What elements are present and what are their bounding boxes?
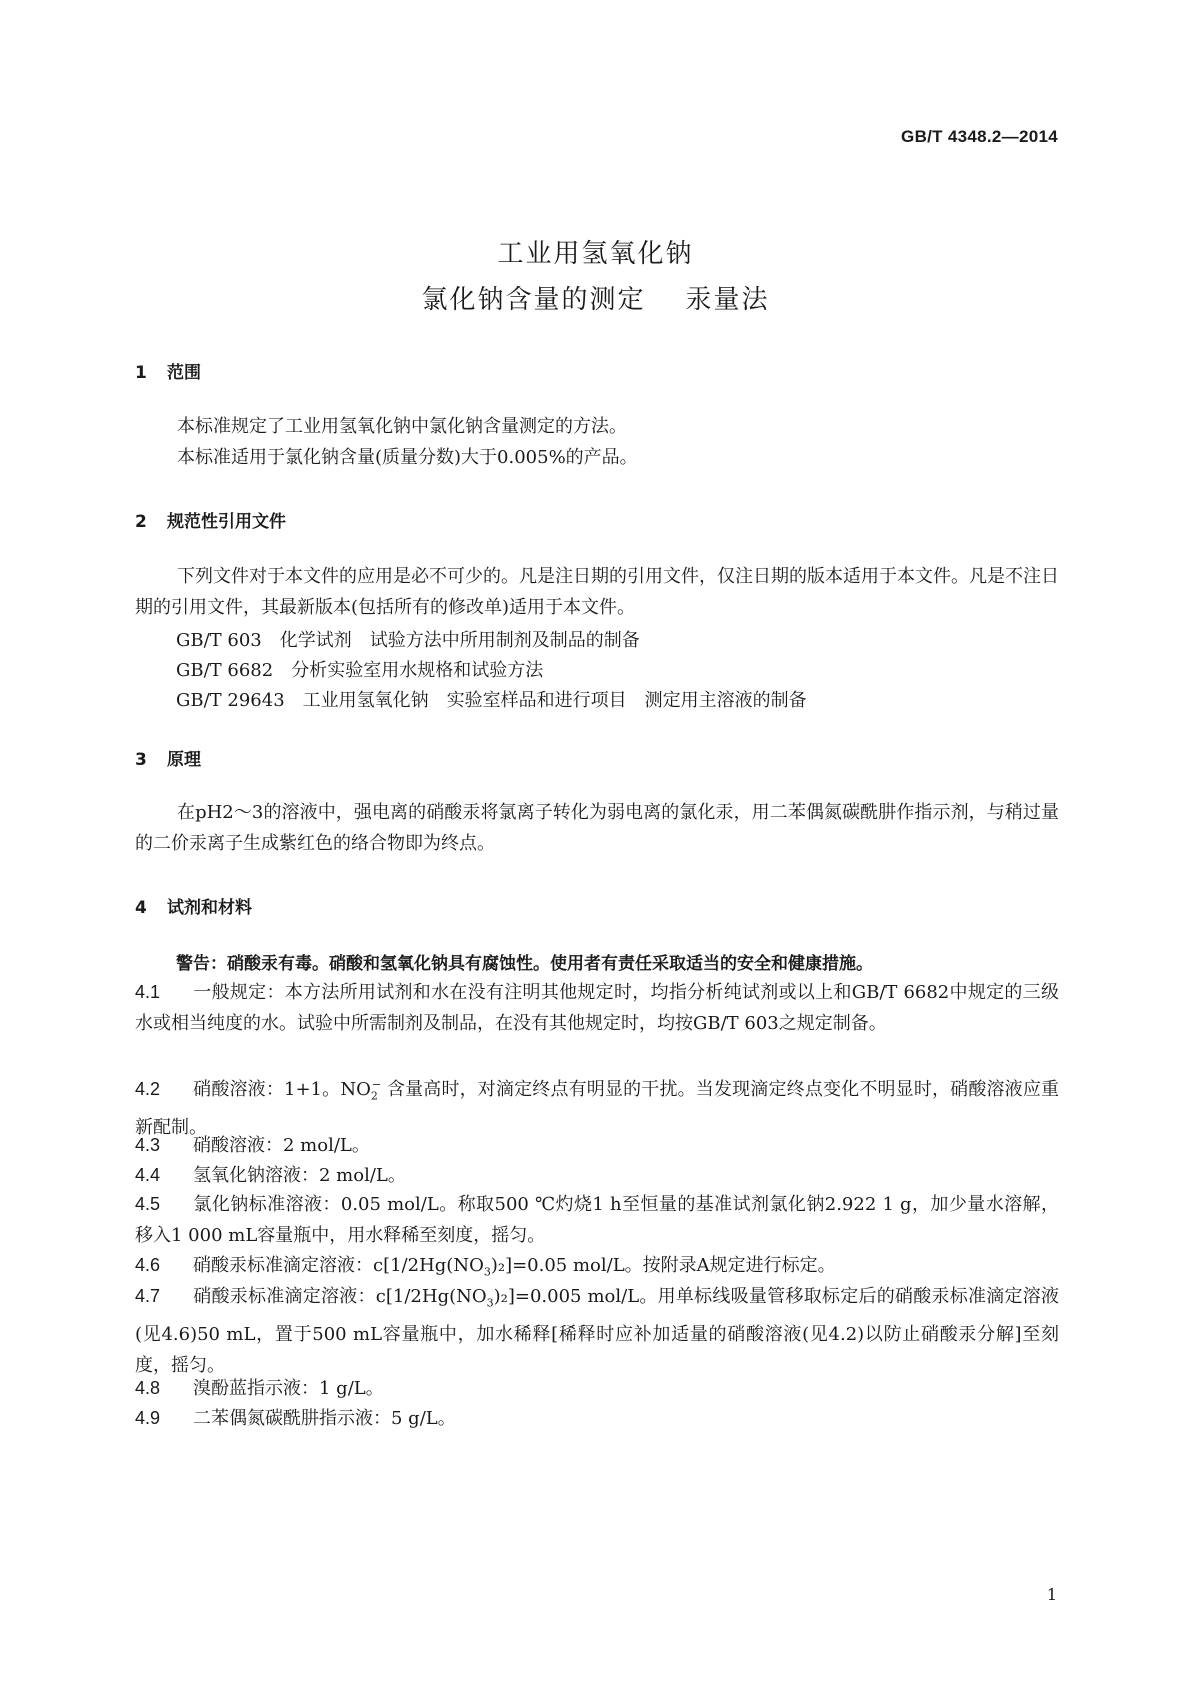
section-3-para-1: 在pH2～3的溶液中，强电离的硝酸汞将氯离子转化为弱电离的氯化汞，用二苯偶氮碳酰肼作指示剂，与稍过量的二价汞离子生成紫红色的络合物即为终点。 xyxy=(135,802,1059,854)
warning-text: 警告：硝酸汞有毒。硝酸和氢氧化钠具有腐蚀性。使用者有责任采取适当的安全和健康措施。 xyxy=(176,954,873,974)
item-4-8: 4.8 溴酚蓝指示液：1 g/L。 xyxy=(135,1378,384,1399)
doc-title-line2 xyxy=(0,279,1191,316)
section-1-para-2: 本标准适用于氯化钠含量(质量分数)大于0.005%的产品。 xyxy=(177,447,638,468)
item-4-6: 4.6 硝酸汞标准滴定溶液：$c[1/2Hg(NO_3)_2]=0.05$ mol/L。按附录A规定进行标定。 xyxy=(135,1255,836,1279)
item-4-5: 4.5 氯化钠标准溶液：0.05 mol/L。称取500 ℃灼烧1 h至恒量的基准试剂氯化钠2.922 1 g，加少量水溶解，移入1 000 mL容量瓶中，用水释稀至刻度，摇匀。 xyxy=(135,1194,1059,1246)
section-2-heading: 2 规范性引用文件 xyxy=(135,512,286,532)
section-1-heading: 1 范围 xyxy=(135,363,201,383)
doc-title-line1: 工业用氢氧化钠 xyxy=(497,239,694,269)
section-2-para-1: 下列文件对于本文件的应用是必不可少的。凡是注日期的引用文件，仅注日期的版本适用于本文件。凡是不注日期的引用文件，其最新版本(包括所有的修改单)适用于本文件。 xyxy=(135,566,1059,618)
title-part-a: 氯化钠含量的测定 xyxy=(421,285,646,315)
title-part-b: 汞量法 xyxy=(685,285,770,315)
section-4-heading: 4 试剂和材料 xyxy=(135,898,252,918)
ref-item: GB/T 603 化学试剂 试验方法中所用制剂及制品的制备 xyxy=(176,630,640,651)
item-4-9: 4.9 二苯偶氮碳酰肼指示液：5 g/L。 xyxy=(135,1408,456,1429)
page-number: 1 xyxy=(1046,1585,1057,1604)
item-4-7: 4.7 硝酸汞标准滴定溶液：$c[1/2Hg(NO_3)_2]=0.005$ mol/L。用单标线吸量管移取标定后的硝酸汞标准滴定溶液(见4.6)50 mL，置于500 mL容量瓶中，加水稀释[稀释时应补加适量的硝酸溶液(见4.2)以防止硝酸汞分解]至刻度，摇匀。 xyxy=(135,1286,1059,1376)
item-4-4: 4.4 氢氧化钠溶液：2 mol/L。 xyxy=(135,1165,406,1186)
item-4-2: 4.2 硝酸溶液：1+1。$NO_2^-$ 含量高时，对滴定终点有明显的干扰。当发现滴定终点变化不明显时，硝酸溶液应重新配制。 xyxy=(135,1078,1059,1138)
section-3-heading: 3 原理 xyxy=(135,750,201,770)
item-4-1: 4.1 一般规定：本方法所用试剂和水在没有注明其他规定时，均指分析纯试剂或以上和GB/T 6682中规定的三级水或相当纯度的水。试验中所需制剂及制品，在没有其他规定时，均按GB/T 603之规定制备。 xyxy=(135,982,1059,1034)
item-4-3: 4.3 硝酸溶液：2 mol/L。 xyxy=(135,1135,370,1156)
standard-code: GB/T 4348.2—2014 xyxy=(901,127,1058,146)
section-1-para-1: 本标准规定了工业用氢氧化钠中氯化钠含量测定的方法。 xyxy=(177,416,627,437)
ref-item: GB/T 6682 分析实验室用水规格和试验方法 xyxy=(176,660,544,681)
ref-item: GB/T 29643 工业用氢氧化钠 实验室样品和进行项目 测定用主溶液的制备 xyxy=(176,690,807,711)
